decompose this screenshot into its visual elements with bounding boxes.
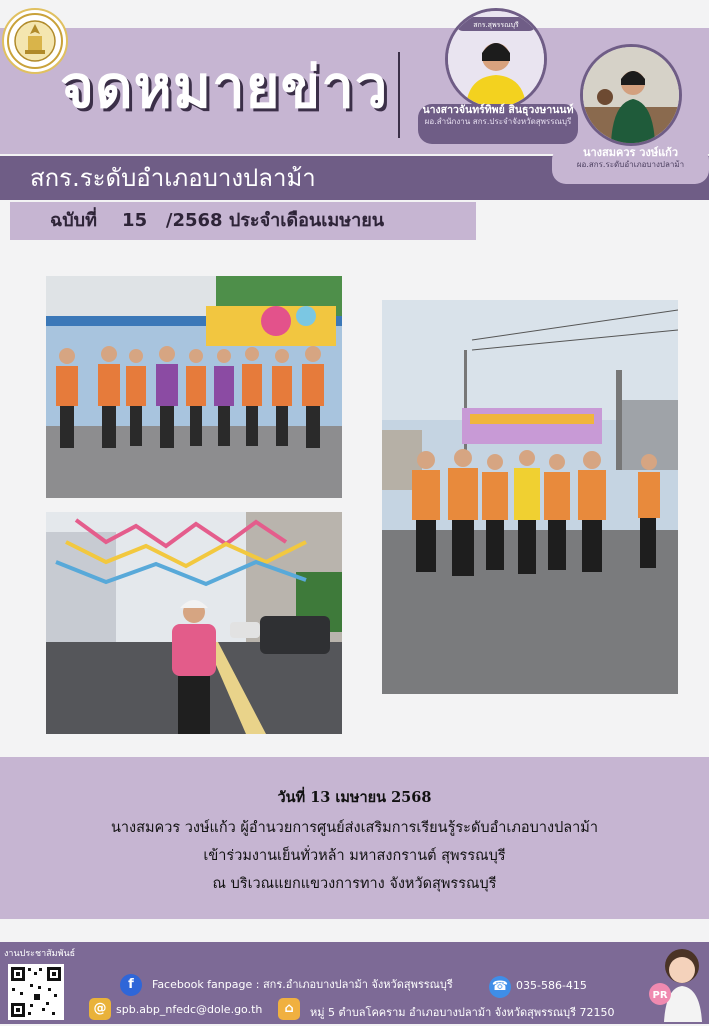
director-1-caption <box>418 104 578 144</box>
facebook-fanpage-link[interactable]: Facebook fanpage : สกร.อำเภอบางปลาม้า จังหวัดสุพรรณบุรี <box>152 978 453 991</box>
newsletter-title: จดหมายข่าว <box>60 53 389 121</box>
email-icon: @ <box>89 998 111 1020</box>
director-2-caption <box>552 146 709 184</box>
location-icon: ⌂ <box>278 998 300 1020</box>
event-line-activity: เข้าร่วมงานเย็นทั่วหล้า มหาสงกรานต์ สุพรรณบุรี <box>203 848 506 864</box>
event-photo-parade <box>382 300 678 694</box>
event-line-person: นางสมควร วงษ์แก้ว ผู้อำนวยการศูนย์ส่งเสริมการเรียนรู้ระดับอำเภอบางปลาม้า <box>110 820 599 836</box>
event-line-location: ณ บริเวณแยกแขวงการทาง จังหวัดสุพรรณบุรี <box>212 876 497 892</box>
event-date: วันที่ 13 เมษายน 2568 <box>277 789 432 806</box>
director-2-role: ผอ.สกร.ระดับอำเภอบางปลาม้า <box>576 159 685 169</box>
issue-line: ฉบับที่ 15 /2568 ประจำเดือนเมษายน <box>50 210 385 231</box>
phone-icon: ☎ <box>489 976 511 998</box>
portrait-badge: สกร.สุพรรณบุรี <box>473 21 519 29</box>
director-1-role: ผอ.สำนักงาน สกร.ประจำจังหวัดสุพรรณบุรี <box>424 117 572 127</box>
title-divider <box>398 52 400 138</box>
office-address: หมู่ 5 ตำบลโคคราม อำเภอบางปลาม้า จังหวัดสุพรรณบุรี 72150 <box>310 1006 615 1019</box>
director-1-name: นางสาวจันทร์ทิพย์ สินธุวงษานนท์ <box>422 104 574 116</box>
pr-mascot-icon <box>648 944 708 1022</box>
footer-label: งานประชาสัมพันธ์ <box>4 949 76 959</box>
pr-badge: PR <box>652 990 668 1001</box>
agency-logo-icon <box>2 8 68 74</box>
email-address[interactable]: spb.abp_nfedc@dole.go.th <box>116 1003 263 1016</box>
director-portrait-1 <box>445 8 547 110</box>
director-portrait-2 <box>580 44 682 146</box>
facebook-icon[interactable]: f <box>120 974 142 996</box>
phone-number[interactable]: 035-586-415 <box>516 979 587 992</box>
qr-code-icon[interactable] <box>8 964 64 1020</box>
event-photo-group-float <box>46 276 342 498</box>
office-subtitle: สกร.ระดับอำเภอบางปลาม้า <box>30 164 316 192</box>
director-2-name: นางสมควร วงษ์แก้ว <box>582 146 679 159</box>
event-photo-street-woman <box>46 512 342 734</box>
